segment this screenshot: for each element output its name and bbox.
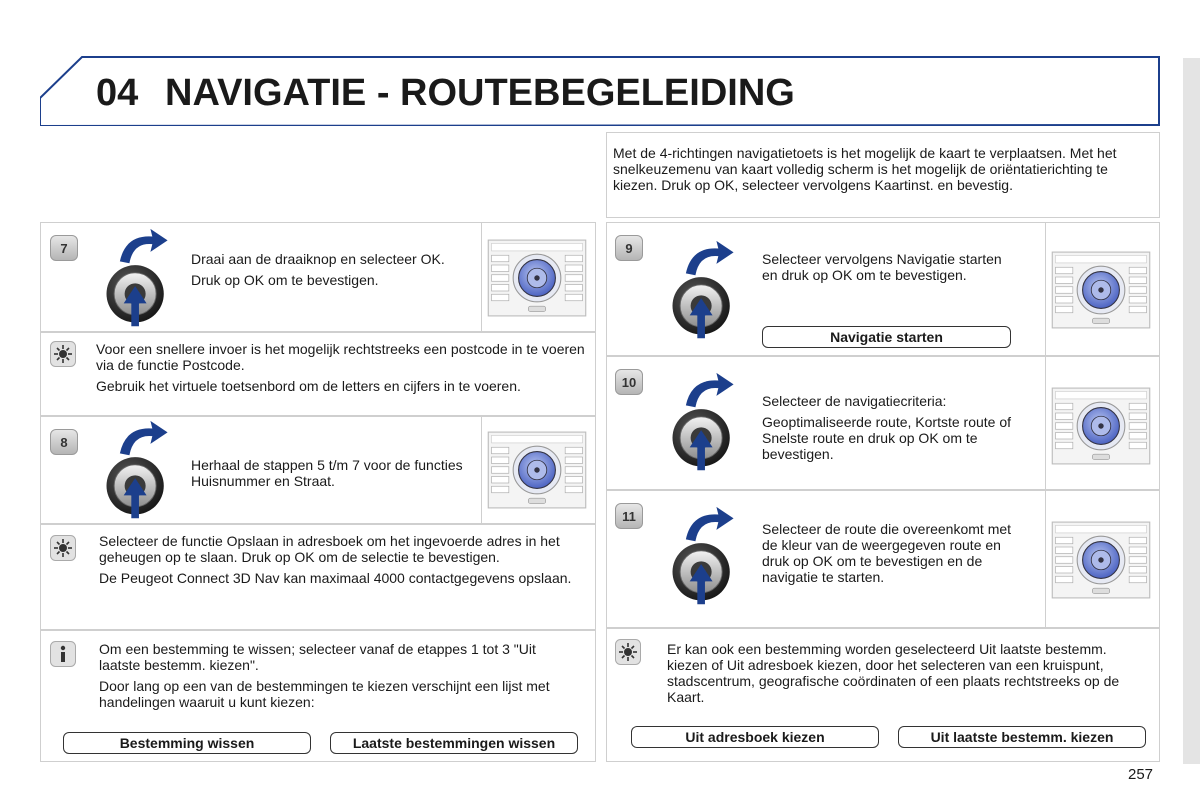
tip-text: Voor een snellere invoer is het mogelijk rechtstreeks een postcode in te voeren via de functie Postcode. <box>96 341 585 373</box>
start-navigation-button[interactable]: Navigatie starten <box>762 326 1011 348</box>
divider <box>481 223 482 333</box>
divider <box>1045 223 1046 357</box>
rotary-knob-icon <box>669 505 739 610</box>
tip-icon <box>615 639 641 665</box>
divider <box>1045 357 1046 491</box>
radio-panel-icon <box>1051 387 1151 465</box>
tip-icon <box>50 535 76 561</box>
radio-panel-icon <box>1051 251 1151 329</box>
step-instruction: Selecteer de navigatiecriteria: <box>762 393 947 409</box>
side-tab-bar <box>1183 58 1200 764</box>
step-11-box <box>606 490 1160 628</box>
radio-panel-icon <box>1051 521 1151 599</box>
step-7-box <box>40 222 596 332</box>
tip-text: Selecteer de functie Opslaan in adresboek om het ingevoerde adres in het geheugen op te slaan. Druk op OK om de selectie te bevestigen. <box>99 533 560 565</box>
delete-destination-button[interactable]: Bestemming wissen <box>63 732 311 754</box>
step-8-box <box>40 416 596 524</box>
tip-text: De Peugeot Connect 3D Nav kan maximaal 4000 contactgegevens opslaan. <box>99 570 572 586</box>
info-delete-box <box>40 630 596 762</box>
info-text: Door lang op een van de bestemmingen te kiezen verschijnt een lijst met handelingen waaruit u kunt kiezen: <box>99 678 550 710</box>
radio-panel-icon <box>487 239 587 317</box>
step-instruction: Selecteer de route die overeenkomt met de kleur van de weergegeven route en druk op OK om te bevestigen en de navigatie te starten. <box>762 521 1012 585</box>
chapter-header <box>40 56 1160 126</box>
page-title: NAVIGATIE - ROUTEBEGELEIDING <box>165 72 795 114</box>
step-number-badge: 9 <box>615 235 643 261</box>
step-10-box <box>606 356 1160 490</box>
rotary-knob-icon <box>103 227 173 332</box>
choose-from-addressbook-button[interactable]: Uit adresboek kiezen <box>631 726 879 748</box>
step-number-badge: 8 <box>50 429 78 455</box>
tip-select-destination-box <box>606 628 1160 762</box>
info-text: Om een bestemming te wissen; selecteer vanaf de etappes 1 tot 3 "Uit laatste bestemm. kiezen". <box>99 641 536 673</box>
step-instruction: Druk op OK om te bevestigen. <box>191 272 379 288</box>
intro-text: Met de 4-richtingen navigatietoets is het mogelijk de kaart te verplaatsen. Met het snelkeuzemenu van kaart volledig scherm is het mogelijk de oriëntatierichting te kiezen. Druk op OK, selecteer vervolgens Kaartinst. en bevestig. <box>613 145 1117 193</box>
step-number-badge: 7 <box>50 235 78 261</box>
step-instruction: Draai aan de draaiknop en selecteer OK. <box>191 251 445 267</box>
chapter-number: 04 <box>96 72 139 114</box>
divider <box>1045 491 1046 629</box>
step-9-box <box>606 222 1160 356</box>
info-icon <box>50 641 76 667</box>
step-instruction: Selecteer vervolgens Navigatie starten en druk op OK om te bevestigen. <box>762 251 1002 283</box>
tip-icon <box>50 341 76 367</box>
clear-recent-destinations-button[interactable]: Laatste bestemmingen wissen <box>330 732 578 754</box>
rotary-knob-icon <box>103 419 173 524</box>
tip-text: Gebruik het virtuele toetsenbord om de letters en cijfers in te voeren. <box>96 378 521 394</box>
tip-addressbook-box <box>40 524 596 630</box>
divider <box>481 417 482 525</box>
step-instruction: Geoptimaliseerde route, Kortste route of Snelste route en druk op OK om te bevestigen. <box>762 414 1012 462</box>
rotary-knob-icon <box>669 239 739 344</box>
tip-text: Er kan ook een bestemming worden geselecteerd Uit laatste bestemm. kiezen of Uit adresboek kiezen, door het selecteren van een kruispunt, stadscentrum, geografische coördinaten of een plaats rechtstreeks op de Kaart. <box>667 641 1120 705</box>
step-number-badge: 11 <box>615 503 643 529</box>
step-number-badge: 10 <box>615 369 643 395</box>
page-number: 257 <box>1128 766 1154 783</box>
radio-panel-icon <box>487 431 587 509</box>
rotary-knob-icon <box>669 371 739 476</box>
choose-from-recent-button[interactable]: Uit laatste bestemm. kiezen <box>898 726 1146 748</box>
tip-postcode-box <box>40 332 596 416</box>
step-instruction: Herhaal de stappen 5 t/m 7 voor de functies Huisnummer en Straat. <box>191 457 463 489</box>
intro-box <box>606 132 1160 218</box>
